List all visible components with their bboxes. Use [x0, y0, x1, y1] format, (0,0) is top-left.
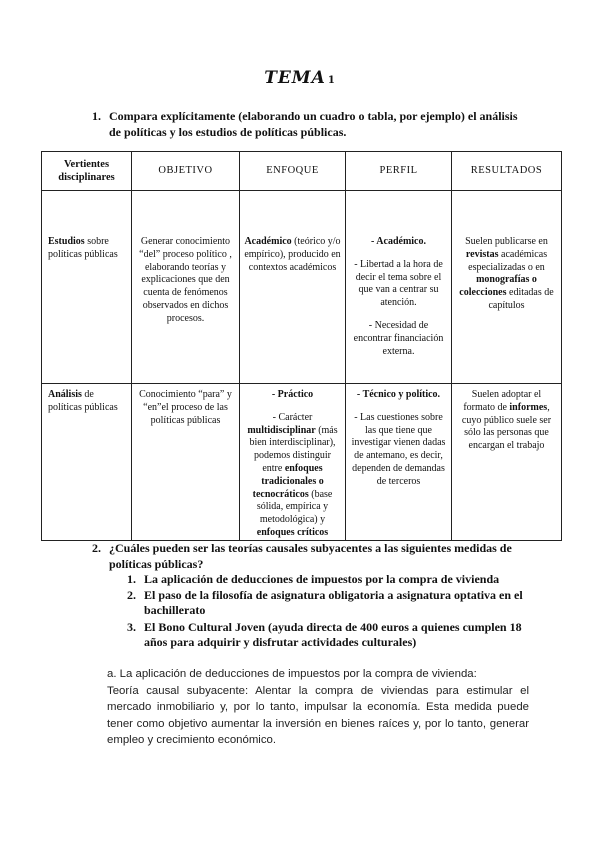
measure-text: El Bono Cultural Joven (ayuda directa de 400 euros a quienes cumplen 18 años para adquirir y disfrutar actividades culturales) — [144, 620, 522, 649]
vertiente-rest: sobre políticas públicas — [48, 236, 118, 260]
vertiente-rest: de políticas públicas — [48, 389, 118, 413]
question-2-text: ¿Cuáles pueden ser las teorías causales subyacentes a las siguientes medidas de políticas públicas? — [109, 541, 512, 571]
measure-number: 2. — [127, 588, 136, 602]
enfoque-bold: enfoques críticos — [256, 526, 329, 538]
cell-objetivo — [132, 384, 240, 541]
enfoque-part: (base sólida, empírica y metodológica) y — [256, 488, 333, 526]
title-number: 1 — [327, 75, 336, 86]
page-title — [0, 68, 600, 88]
question-1-text: Compara explícitamente (elaborando un cuadro o tabla, por ejemplo) el análisis de políticas y los estudios de políticas públicas. — [109, 109, 518, 139]
enfoque-bold: multidisciplinar — [247, 424, 316, 436]
objetivo-text: Conocimiento “para” y “en”el proceso de las políticas públicas — [139, 389, 232, 426]
cell-enfoque — [240, 384, 346, 541]
resultados-bold: monografías o colecciones — [459, 274, 537, 299]
measure-item — [127, 572, 532, 587]
resultados-part: editadas de capítulos — [488, 287, 554, 311]
vertiente-bold: Estudios — [48, 236, 85, 247]
header-vertientes: Vertientes disciplinares — [42, 152, 132, 191]
enfoque-rest: (teórico y/o empírico), producido en contextos académicos — [244, 236, 341, 273]
measure-item — [127, 620, 532, 650]
header-enfoque: ENFOQUE — [240, 152, 346, 191]
header-perfil: PERFIL — [346, 152, 452, 191]
cell-perfil — [346, 384, 452, 541]
resultados-part: , cuyo público suele ser sólo las personas que encargan el trabajo — [461, 401, 552, 452]
header-resultados: RESULTADOS — [452, 152, 562, 191]
cell-objetivo — [132, 191, 240, 384]
enfoque-bold: enfoques tradicionales o tecnocráticos — [252, 462, 324, 500]
table-row — [42, 384, 562, 541]
answer-block — [107, 666, 529, 749]
cell-perfil — [346, 191, 452, 384]
measure-number: 1. — [127, 572, 136, 586]
header-objetivo: OBJETIVO — [132, 152, 240, 191]
measure-text: El paso de la filosofía de asignatura obligatoria a asignatura optativa en el bachillerato — [144, 588, 523, 617]
cell-vertiente — [42, 191, 132, 384]
cell-resultados — [452, 384, 562, 541]
resultados-part: Suelen adoptar el formato de — [463, 389, 542, 413]
measure-item — [127, 588, 532, 618]
cell-vertiente — [42, 384, 132, 541]
objetivo-text: Generar conocimiento “del” proceso político , elaborando teorías y explicaciones que den cuenta de fenómenos observados en dichos procesos. — [139, 236, 232, 324]
enfoque-title: - Práctico — [271, 389, 314, 400]
measure-text: La aplicación de deducciones de impuestos por la compra de vivienda — [144, 572, 500, 586]
enfoque-part: (más bien interdisciplinar), podemos distinguir entre — [249, 424, 338, 474]
perfil-point-2: - Necesidad de encontrar financiación externa. — [353, 319, 444, 357]
answer-body: Teoría causal subyacente: Alentar la compra de viviendas para estimular el mercado inmobiliario y, por lo tanto, impulsar la economía. Esta medida puede tener como objetivo aumentar la inversión en bienes raíces y, por lo tanto, generar empleo y crecimiento económico. — [107, 684, 529, 746]
resultados-part: Suelen publicarse en — [465, 236, 548, 247]
resultados-bold: revistas — [465, 248, 499, 260]
enfoque-detail — [243, 412, 342, 540]
cell-resultados — [452, 191, 562, 384]
cell-enfoque — [240, 191, 346, 384]
title-text: TEMA — [264, 68, 326, 88]
question-1-number: 1. — [92, 109, 101, 123]
question-2-number: 2. — [92, 541, 101, 555]
question-2 — [92, 540, 532, 572]
enfoque-part: - Carácter — [272, 411, 313, 423]
perfil-point-1: - Libertad a la hora de decir el tema sobre el que van a centrar su atención. — [354, 258, 443, 309]
perfil-point-1: - Las cuestiones sobre las que tiene que investigar vienen dadas de antemano, es decir, dependen de demandas de terceros — [351, 411, 446, 487]
resultados-part: académicas especializadas o en — [468, 248, 548, 273]
table-header-row — [42, 152, 562, 191]
resultados-bold: informes — [509, 401, 548, 413]
enfoque-bold: Académico — [244, 236, 292, 247]
question-1 — [92, 108, 532, 140]
table-row — [42, 191, 562, 384]
perfil-title: - Técnico y político. — [356, 389, 441, 400]
vertiente-bold: Análisis — [48, 389, 82, 400]
answer-heading: a. La aplicación de deducciones de impuestos por la compra de vivienda: — [107, 668, 477, 680]
measure-number: 3. — [127, 620, 136, 634]
perfil-title: - Académico. — [371, 236, 426, 247]
comparison-table — [41, 151, 562, 541]
